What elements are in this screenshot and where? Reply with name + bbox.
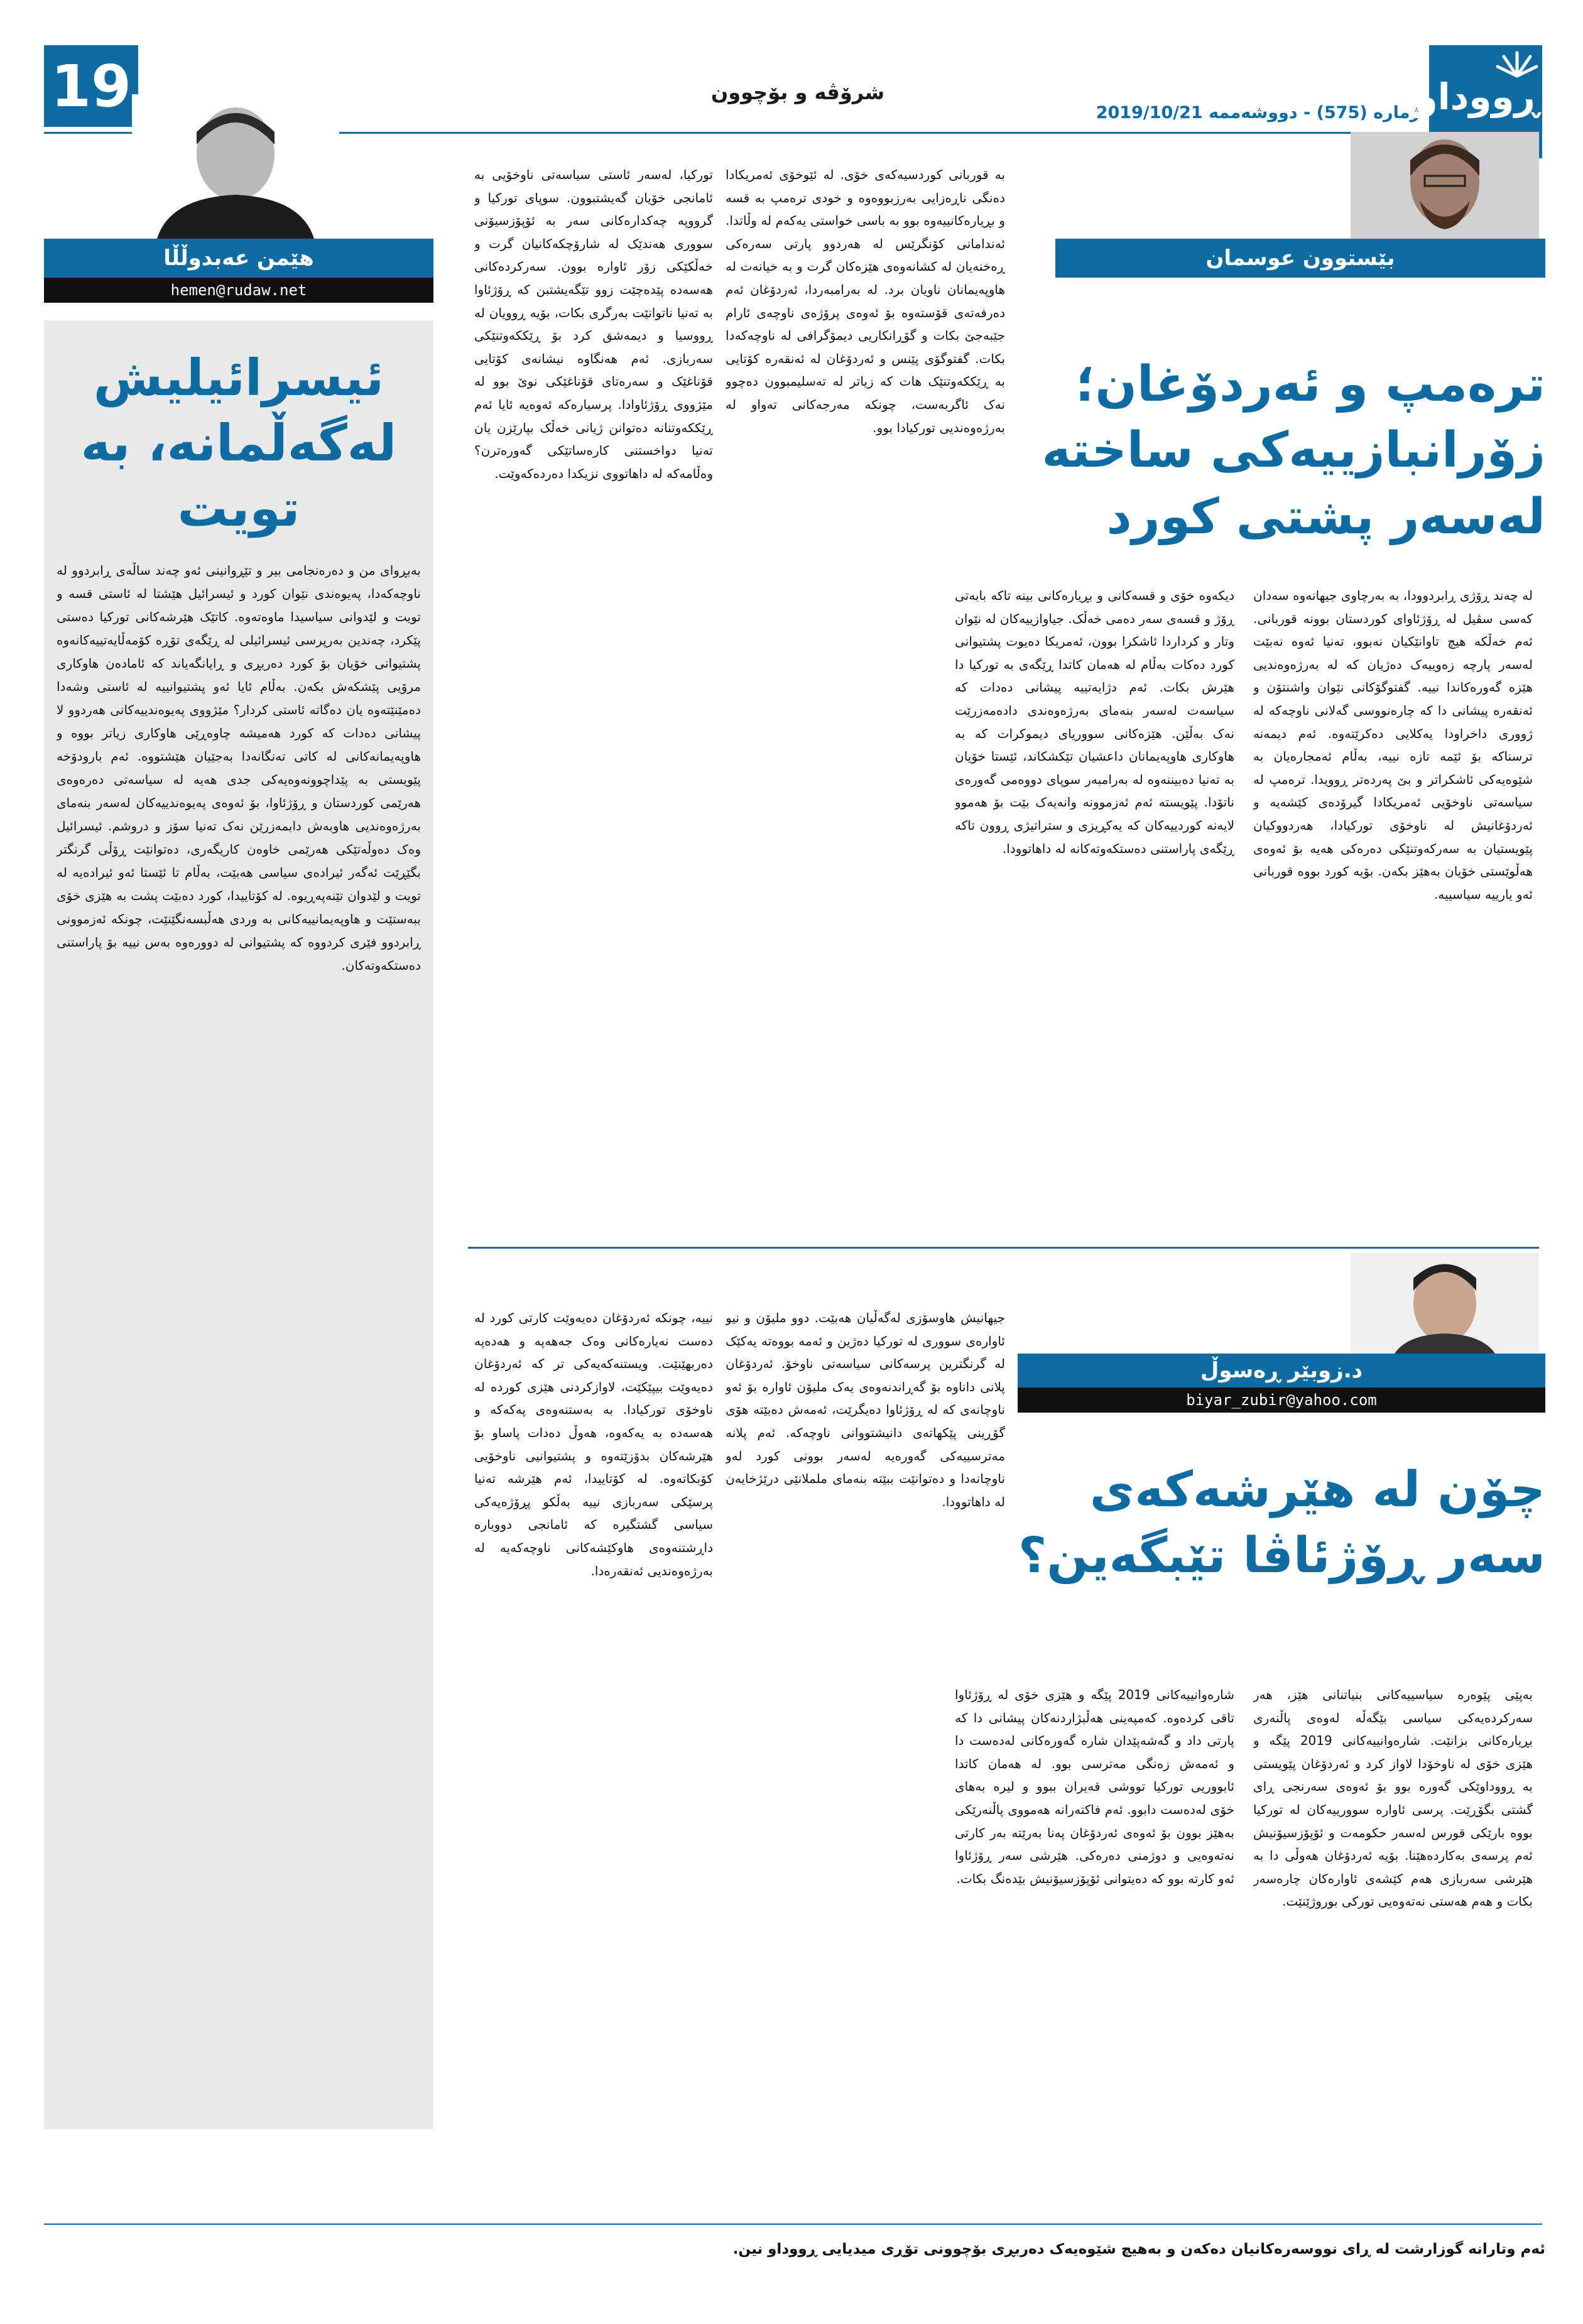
article1-column-3: بە قوربانی کوردسیەکەی خۆی. لە ئێوخۆی ئەمریکادا دەنگی ناڕەزایی بەرزبووەوە و خودی ترەمپ بە قسە و بڕیارەکانییەوە بوو بە باسی خواستی یەکەم لە وڵاتدا. ئەندامانی کۆنگرێس لە هەردوو پارتی سەرەکی ڕەخنەیان لە کشانەوەی هێزەکان گرت و بە خیانەت لە هاوپەیمانان ناویان برد. لە بەرامبەردا، ئەردۆغان ئەم دەرفەتەی قۆستەوە بۆ ئەوەی پرۆژەی ناوچەی ئارام جێبەجێ بکات و گۆڕانکاریی دیمۆگرافی لە ناوچەکەدا بکات. گفتوگۆی پێنس و ئەردۆغان لە ئەنقەرە کۆتایی بە ڕێککەوتنێک هات کە زیاتر لە تەسلیمبوون دەچوو نەک ئاگربەست، چونکە مەرجەکانی تەواو لە بەرژەوەندیی تورکیادا بوو. — [726, 167, 1005, 435]
article2-column-2: شارەوانییەکانی 2019 پێگە و هێزی خۆی لە ڕۆژئاوا تاقی کردەوە. کەمپەینی هەڵبژاردنەکان پیشانی دا کە پارتی داد و گەشەپێدان شارە گەورەکانی لەدەست دا و ئەمەش زەنگی مەترسی بوو. لە هەمان کاتدا ئابووریی تورکیا تووشی قەیران ببوو و لیرە بەهای خۆی لەدەست دابوو. ئەم فاکتەرانە هەمووی پاڵنەرێکی بەهێز بوون بۆ ئەوەی ئەردۆغان پەنا بەرێتە بەر کارتی نەتەوەیی و دوژمنی دەرەکی. هێرشی سەر ڕۆژئاوا ئەو کارتە بوو کە دەیتوانی ئۆپۆزسیۆنیش بێدەنگ بکات. — [955, 1687, 1234, 1886]
footer-rule — [44, 2224, 1542, 2225]
author-photo-bestun — [1351, 132, 1539, 239]
section-divider — [468, 1247, 1539, 1249]
article2-author-email: biyar_zubir@yahoo.com — [1018, 1387, 1545, 1413]
article1-column-1: لە چەند ڕۆژی ڕابردوودا، بە بەرچاوی جیهانەوە سەدان کەسی سڤیل لە ڕۆژئاوای کوردستان بوونە قوربانی. ئەم خەڵکە هیچ تاوانێکیان نەبوو، تەنیا ئەوە نەبێت لەسەر پارچە زەوییەک دەژیان کە لە بەرژەوەندیی هێزە گەورەکاندا نییە. گفتوگۆکانی نێوان واشنتۆن و ئەنقەرە پیشانی دا کە چارەنووسی گەلانی ناوچەکە لە ژووری داخراودا یەکلایی دەکرێتەوە. ئەم دیمەنە ترسناکە بۆ ئێمە تازە نییە، بەڵام ئەمجارەیان بە شێوەیەکی ئاشکراتر و بێ پەردەتر ڕوویدا. ترەمپ لە سیاسەتی ناوخۆیی ئەمریکادا گیرۆدەی کێشەیە و ئەردۆغانیش لە ناوخۆی تورکیادا، هەردووکیان پێویستیان بە سەرکەوتنێکی دەرەکی هەیە بۆ ئەوەی هەڵوێستی خۆیان بەهێز بکەن. بۆیە کورد بووە قوربانی ئەو یارییە سیاسییە. — [1253, 588, 1533, 902]
page-number: 19 — [44, 45, 138, 127]
article2-headline: چۆن لە هێرشەکەی سەر ڕۆژئاڤا تێبگەین؟ — [1018, 1462, 1545, 1585]
portrait-icon — [1351, 1253, 1539, 1354]
sidebar-author-email: hemen@rudaw.net — [44, 278, 433, 303]
article1-headline: ترەمپ و ئەردۆغان؛ زۆرانبازییەکی ساختە لەسەر پشتی کورد — [1042, 356, 1545, 545]
logo-text: ڕووداو — [1415, 75, 1539, 118]
footer-disclaimer: ئەم وتارانە گوزارشت لە ڕای نووسەرەکانیان دەکەن و بەهیچ شێوەیەک دەربڕی بۆچوونی تۆڕی میدیایی ڕووداو نین. — [732, 2241, 1545, 2257]
article2-author-name: د.زوبێر ڕەسوڵ — [1018, 1354, 1545, 1387]
logo-rays-icon — [1495, 48, 1539, 79]
article2-column-3: جیهانیش هاوسۆزی لەگەڵیان هەبێت. دوو ملیۆن و نیو ئاوارەی سووری لە تورکیا دەژین و ئەمە بووەتە یەکێک لە گرنگترین پرسەکانی سیاسەتی ناوخۆ. ئەردۆغان پلانی داناوە بۆ گەڕاندنەوەی یەک ملیۆن ئاوارە بۆ ئەو ناوچانەی کە لە ڕۆژئاوا دەیگرێت، ئەمەش دەبێتە هۆی گۆڕینی پێکهاتەی دانیشتووانی ناوچەکە. ئەم پلانە مەترسییەکی گەورەیە لەسەر بوونی کورد لەو ناوچانەدا و دەتوانێت ببێتە بنەمای ململانێی درێژخایەن لە داهاتوودا. — [726, 1310, 1005, 1509]
article1-column-4: تورکیا، لەسەر ئاستی سیاسەتی ناوخۆیی بە ئامانجی خۆیان گەیشتبوون. سوپای تورکیا و گرووپە چەکدارەکانی سەر بە ئۆپۆزسیۆنی سووری هەندێک لە شارۆچکەکانیان گرت و خەڵکێکی زۆر ئاوارە بوون. سەرکردەکانی هەسەدە پێدەچێت زوو تێگەیشتبن کە ڕۆژئاوا بە تەنیا ناتوانێت بەرگری بکات، بۆیە ڕوویان لە ڕووسیا و دیمەشق کرد بۆ ڕێککەوتنێکی سەربازی. ئەم هەنگاوە نیشانەی کۆتایی قۆناغێک و سەرەتای قۆناغێکی نوێ بوو لە مێژووی ڕۆژئاوادا. پرسیارەکە ئەوەیە ئایا ئەم ڕێککەوتنانە دەتوانن ژیانی خەڵک بپارێزن یان تەنیا دواخستنی کارەساتێکی گەورەترن؟ وەڵامەکە لە داهاتووی نزیکدا دەردەکەوێت. — [474, 167, 713, 481]
portrait-icon — [1351, 132, 1539, 239]
section-title: شرۆڤە و بۆچوون — [710, 80, 885, 104]
sidebar-body: بەبڕوای من و دەرەنجامی بیر و تێڕوانینی ئەو چەند ساڵەی ڕابردوو لە ناوچەکەدا، پەیوەندی نێوان کورد و ئیسرائیل هێشتا لە ئاستی قسە و تویت و لێدوانی سیاسیدا ماوەتەوە. کاتێک هێرشەکانی تورکیا دەستی پێکرد، چەندین بەرپرسی ئیسرائیلی لە ڕێگەی تۆڕە کۆمەڵایەتییەکانەوە پشتیوانی خۆیان بۆ کورد دەربڕی و ڕایانگەیاند کە ئامادەن هاوکاری مرۆیی پێشکەش بکەن. بەڵام ئایا ئەو پشتیوانییە لە ئاستی وشەدا دەمێنێتەوە یان دەگاتە ئاستی کردار؟ مێژووی پەیوەندییەکانی هەردوو لا پیشانی دەدات کە کورد هەمیشە چاوەڕێی هاوکاری زیاتر بووە و هاوپەیمانەکانی لە کاتی تەنگانەدا بەجێیان هێشتووە. ئەم بارودۆخە پێویستی بە پێداچوونەوەیەکی جدی هەیە لە سیاسەتی دەرەوەی هەرێمی کوردستان و ڕۆژئاوا، بۆ ئەوەی پەیوەندییەکان لەسەر بنەمای بەرژەوەندیی هاوبەش دابمەزرێن نەک تەنیا سۆز و دروشم. ئیسرائیل وەک دەوڵەتێکی هەرێمی خاوەن کاریگەری، دەتوانێت ڕۆڵی گرنگتر بگێڕێت ئەگەر ئیرادەی سیاسی هەبێت، بەڵام تا ئێستا ئەو ئیرادەیە لە تویت و لێدوان تێنەپەڕیوە. لە کۆتاییدا، کورد دەبێت پشت بە هێزی خۆی ببەستێت و هاوپەیمانییەکانی بە وردی هەڵبسەنگێنێت، چونکە ئەزموونی ڕابردوو فێری کردووە کە پشتیوانی لە دوورەوە بەس نییە بۆ پاراستنی دەستکەوتەکان. — [57, 563, 421, 973]
article2-column-4: نییە، چونکە ئەردۆغان دەیەوێت کارتی کورد لە دەست نەیارەکانی وەک جەهەپە و هەدەپە دەربهێنێت. ویستنەکەیەکی تر کە ئەردۆغان دەیەوێت بیپێکێت، لاوازکردنی هێزی کوردە لە ناوخۆی تورکیادا. بە بەستنەوەی پەکەکە و هەسەدە بە یەکەوە، هەوڵ دەدات پاساو بۆ هێرشەکان بدۆزێتەوە و پشتیوانیی ناوخۆیی کۆبکاتەوە. لە کۆتاییدا، ئەم هێرشە تەنیا پرسێکی سەربازی نییە بەڵکو پڕۆژەیەکی سیاسی گشتگیرە کە ئامانجی دووبارە داڕشتنەوەی هاوکێشەکانی ناوچەکەیە لە بەرژەوەندیی ئەنقەرەدا. — [474, 1310, 713, 1578]
article1-column-2: دیکەوە خۆی و قسەکانی و بڕیارەکانی بینە تاکە بابەتی ڕۆژ و قسەی سەر دەمی خەڵک. جیاوازییەکان لە نێوان وتار و کرداردا ئاشکرا بوون، ئەمریکا دەیوت پشتیوانی کورد دەکات بەڵام لە هەمان کاتدا ڕێگەی بە تورکیا دا هێرش بکات. ئەم دژایەتییە پیشانی دەدات کە سیاسەت لەسەر بنەمای بەرژەوەندی دادەمەزرێت نەک بەڵێن. هێزەکانی سووریای دیموکرات کە بە هاوکاری هاوپەیمانان داعشیان تێکشکاند، ئێستا خۆیان بە تەنیا دەبیننەوە لە بەرامبەر سوپای دووەمی گەورەی ناتۆدا. پێویستە ئەم ئەزموونە وانەیەک بێت بۆ هەموو لایەنە کوردییەکان کە یەکڕیزی و ستراتیژی ڕوون تاکە ڕێگەی پاراستنی دەستکەوتەکانە لە داهاتوودا. — [955, 588, 1234, 856]
author-photo-zubir — [1351, 1253, 1539, 1354]
sidebar-author-name: هێمن عەبدوڵڵا — [44, 239, 433, 278]
portrait-icon — [132, 94, 339, 239]
article1-author-name: بێستوون عوسمان — [1055, 239, 1545, 278]
sidebar-headline: ئیسرائیلیش لەگەڵمانە، بە تویت — [80, 349, 397, 538]
article2-column-1: بەپێی پێوەرە سیاسییەکانی بنیاتنانی هێز، هەر سەرکردەیەکی سیاسی بێگەڵە لەوەی پاڵنەری بڕیارەکانی بزانێت. شارەوانییەکانی 2019 پێگە و هێزی خۆی لە ناوخۆدا لاواز کرد و ئەردۆغان پێویستی بە ڕووداوێکی گەورە بوو بۆ ئەوەی سەرنجی ڕای گشتی بگۆڕێت. پرسی ئاوارە سوورییەکان لە تورکیا بووە بارێکی قورس لەسەر حکومەت و ئۆپۆزسیۆنیش ئەم پرسەی بەکاردەهێنا. بۆیە ئەردۆغان هەوڵی دا بە هێرشی سەربازی هەم کێشەی ئاوارەکان چارەسەر بکات و هەم هەستی نەتەوەیی تورکی بوروژێنێت. — [1253, 1687, 1533, 1909]
author-photo-hemen — [132, 94, 339, 239]
issue-info: ژمارە (575) - دووشەممە 2019/10/21 — [1096, 103, 1420, 122]
